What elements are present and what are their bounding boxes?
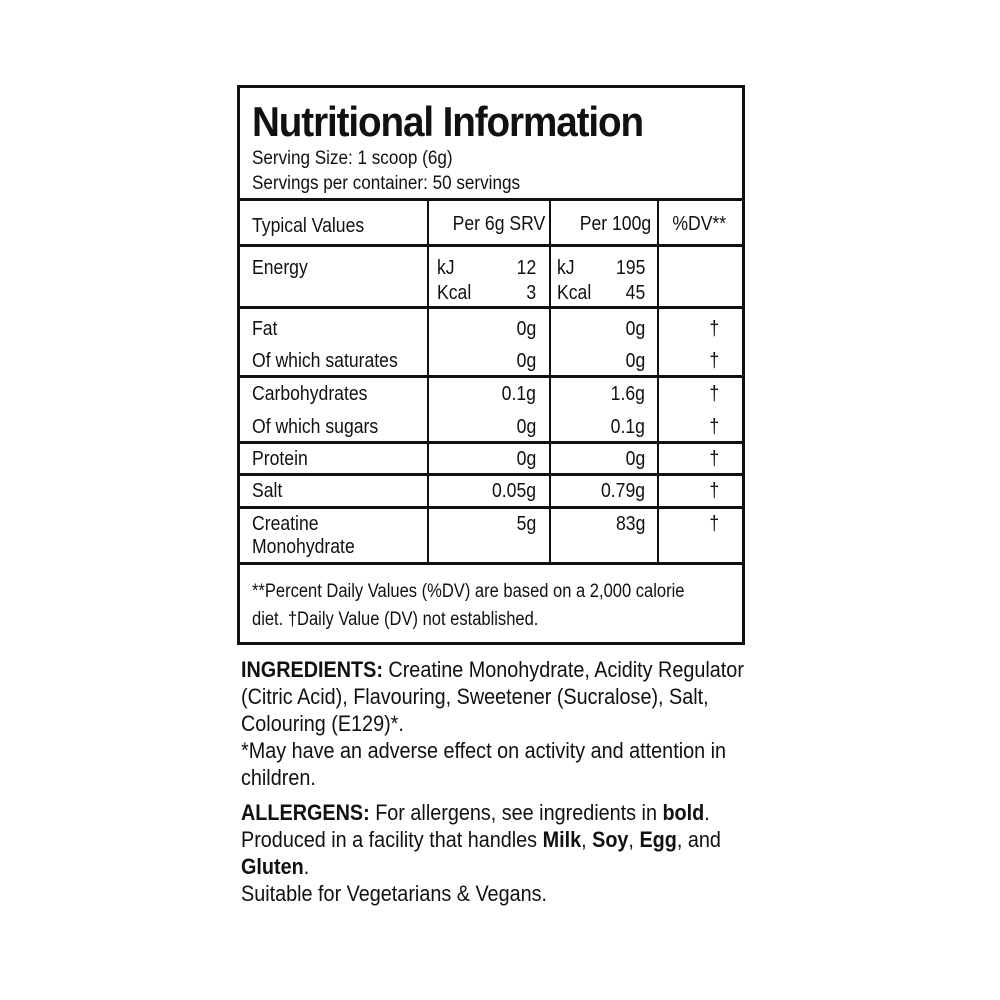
header-per-serving: Per 6g SRV bbox=[452, 213, 545, 235]
value-per-100g: 1.6g bbox=[610, 383, 645, 405]
value-dv: † bbox=[709, 448, 719, 470]
allergens-text: . bbox=[704, 800, 710, 825]
allergens-text: , bbox=[628, 827, 640, 852]
header-dv: %DV** bbox=[672, 213, 726, 235]
unit-kcal: Kcal bbox=[557, 282, 592, 304]
row-label: Creatine bbox=[252, 513, 319, 535]
value-per-100g: 0.79g bbox=[600, 480, 645, 502]
ingredients-heading: INGREDIENTS: bbox=[241, 657, 383, 682]
allergens-text: Produced in a facility that handles bbox=[241, 827, 543, 852]
row-divider bbox=[240, 306, 742, 309]
value-per-100g: 0g bbox=[625, 350, 645, 372]
row-label: Protein bbox=[252, 448, 308, 470]
row-divider bbox=[240, 441, 742, 444]
value-dv: † bbox=[709, 350, 719, 372]
ingredients-text: Creatine Monohydrate, Acidity Regulator bbox=[382, 657, 744, 682]
value-per-serving: 0g bbox=[516, 416, 536, 438]
value-dv: † bbox=[709, 318, 719, 340]
row-divider bbox=[240, 473, 742, 476]
row-label: Energy bbox=[252, 257, 308, 279]
ingredients-line: (Citric Acid), Flavouring, Sweetener (Sucralose), Salt, bbox=[241, 684, 709, 709]
panel-title: Nutritional Information bbox=[252, 98, 644, 145]
value-per-serving: 0.05g bbox=[491, 480, 536, 502]
allergens-line bbox=[241, 799, 745, 826]
allergens-line bbox=[241, 853, 745, 880]
allergens-text: . bbox=[303, 854, 310, 879]
row-divider bbox=[240, 244, 742, 247]
value-per-serving: 0g bbox=[516, 350, 536, 372]
ingredients-note: children. bbox=[241, 765, 316, 790]
allergens-text: , and bbox=[676, 827, 721, 852]
row-label: Fat bbox=[252, 318, 278, 340]
allergen-soy: Soy bbox=[592, 827, 629, 852]
value-kj-per-100g: 195 bbox=[615, 257, 645, 279]
allergen-gluten: Gluten bbox=[241, 854, 304, 879]
allergens-text: , bbox=[581, 827, 593, 852]
row-divider bbox=[240, 562, 742, 565]
value-per-serving: 5g bbox=[516, 513, 536, 535]
value-dv: † bbox=[709, 513, 719, 535]
header-typical-values: Typical Values bbox=[252, 215, 365, 237]
nutrition-panel bbox=[237, 85, 745, 645]
value-per-100g: 0g bbox=[625, 318, 645, 340]
ingredients-note: *May have an adverse effect on activity and attention in bbox=[241, 738, 727, 763]
value-per-100g: 83g bbox=[615, 513, 645, 535]
value-per-serving: 0g bbox=[516, 318, 536, 340]
allergens-bold-word: bold bbox=[662, 800, 705, 825]
value-dv: † bbox=[709, 383, 719, 405]
value-dv: † bbox=[709, 480, 719, 502]
allergens-heading: ALLERGENS: bbox=[241, 800, 370, 825]
row-divider bbox=[240, 375, 742, 378]
panel-header bbox=[240, 88, 742, 201]
footnote-line: diet. †Daily Value (DV) not established. bbox=[252, 609, 539, 630]
ingredients-line: Colouring (E129)*. bbox=[241, 711, 404, 736]
row-label: Of which saturates bbox=[252, 350, 398, 372]
unit-kj: kJ bbox=[557, 257, 575, 279]
header-per-100g: Per 100g bbox=[579, 213, 651, 235]
allergens-text: For allergens, see ingredients in bbox=[369, 800, 663, 825]
allergen-milk: Milk bbox=[542, 827, 582, 852]
value-kj-per-serving: 12 bbox=[516, 257, 536, 279]
allergen-egg: Egg bbox=[639, 827, 677, 852]
serving-size: Serving Size: 1 scoop (6g) bbox=[252, 148, 453, 169]
dv-footnote bbox=[252, 578, 737, 634]
row-label: Monohydrate bbox=[252, 536, 355, 558]
row-label: Of which sugars bbox=[252, 416, 379, 438]
row-divider bbox=[240, 506, 742, 509]
vegan-statement: Suitable for Vegetarians & Vegans. bbox=[241, 881, 548, 906]
value-per-serving: 0g bbox=[516, 448, 536, 470]
unit-kj: kJ bbox=[437, 257, 455, 279]
footnote-line: **Percent Daily Values (%DV) are based on a 2,000 calorie bbox=[252, 581, 685, 602]
value-kcal-per-100g: 45 bbox=[625, 282, 645, 304]
value-per-100g: 0.1g bbox=[610, 416, 645, 438]
ingredients-section bbox=[241, 656, 801, 907]
row-label: Carbohydrates bbox=[252, 383, 368, 405]
value-per-100g: 0g bbox=[625, 448, 645, 470]
unit-kcal: Kcal bbox=[437, 282, 472, 304]
value-per-serving: 0.1g bbox=[501, 383, 536, 405]
value-kcal-per-serving: 3 bbox=[526, 282, 536, 304]
value-dv: † bbox=[709, 416, 719, 438]
servings-per-container: Servings per container: 50 servings bbox=[252, 173, 521, 194]
ingredients-line bbox=[241, 656, 745, 683]
allergens-line bbox=[241, 826, 745, 853]
row-label: Salt bbox=[252, 480, 283, 502]
